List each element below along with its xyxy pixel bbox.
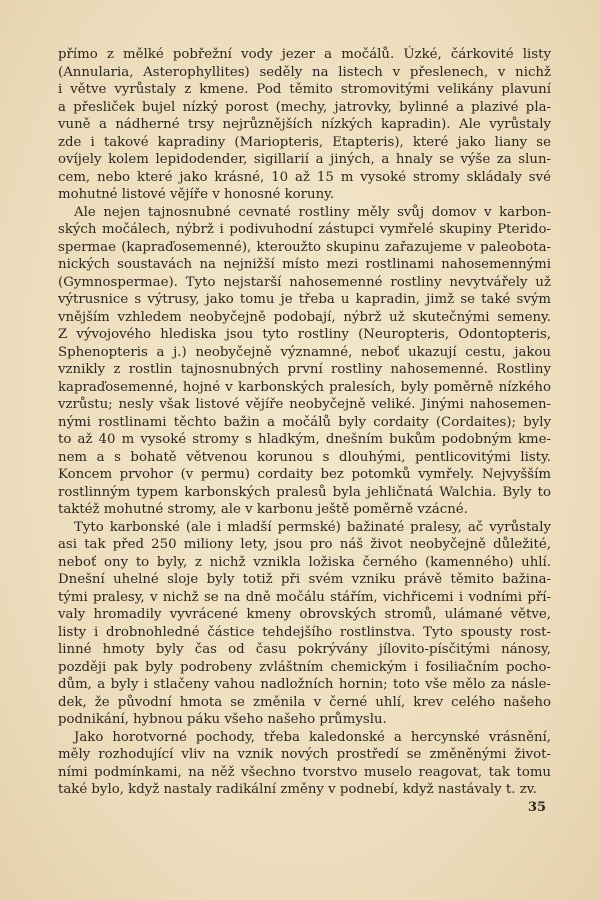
text-line: později pak byly podrobeny zvláštním chemickým i fosiliačním pocho- (58, 659, 551, 675)
text-line: Z vývojového hlediska jsou tyto rostliny (Neuropteris, Odontopteris, (58, 327, 551, 342)
text-line: vzrůstu; nesly však listové vějíře neobyčejně veliké. Jinými nahosemen- (58, 397, 551, 412)
text-line: listy i drobnohledné částice tehdejšího rostlinstva. Tyto spousty rost- (58, 624, 551, 640)
page-number: 35 (528, 800, 547, 815)
text-line: (Annularia, Asterophyllites) seděly na listech v přeslenech, v nichž (58, 64, 551, 80)
text-line: ovíjely kolem lepidodender, sigillarií a jiných, a hnaly se výše za slun- (58, 152, 551, 167)
paragraph (58, 204, 551, 519)
text-line: vznikly z rostlin tajnosnubných první rostliny nahosemenné. Rostliny (58, 362, 551, 377)
text-line: dům, a byly i stlačeny vahou nadložních hornin; toto vše mělo za násle- (58, 677, 551, 692)
text-line: Koncem prvohor (v permu) cordaity bez potomků vymřely. Nejvyšším (58, 467, 551, 482)
paragraph (58, 729, 551, 799)
text-line: mohutné listové vějíře v honosné koruny. (58, 187, 335, 202)
text-line: výtrusnice s výtrusy, jako tomu je třeba u kapradin, jimž se také svým (58, 292, 551, 307)
text-line: rostlinným typem karbonských pralesů byla jehličnatá Walchia. Byly to (58, 484, 551, 500)
text-line: zde i takové kapradiny (Mariopteris, Etapteris), které jako liany se (58, 134, 551, 150)
text-line: spermae (kapraďosemenné), kteroužto skupinu zařazujeme v paleobota- (58, 239, 551, 255)
text-line: nických soustavách na nejnižší místo mezi rostlinami nahosemennými (58, 257, 551, 272)
paragraph (58, 519, 551, 729)
text-line: neboť ony to byly, z nichž vznikla ložiska černého (kamenného) uhlí. (58, 554, 551, 570)
text-line: vnějším vzhledem neobyčejně podobají, nýbrž už skutečnými semeny. (58, 309, 551, 325)
text-line: dek, že původní hmota se změnila v černé uhlí, krev celého našeho (58, 694, 551, 710)
body-text (58, 46, 551, 799)
text-line: také bylo, když nastaly radikální změny v podnebí, když nastávaly t. zv. (58, 782, 537, 797)
text-line: ními podmínkami, na něž všechno tvorstvo muselo reagovat, tak tomu (58, 764, 551, 780)
text-line: linné hmoty byly čas od času pokrývány jílovito-písčitými nánosy, (58, 642, 551, 657)
text-line: Sphenopteris a j.) neobyčejně významné, neboť ukazují cestu, jakou (58, 344, 551, 360)
text-line: a přesliček bujel nízký porost (mechy, jatrovky, bylinné a plazivé pla- (58, 99, 551, 115)
text-line: asi tak před 250 miliony lety, jsou pro náš život neobyčejně důležité, (58, 537, 551, 552)
text-line: přímo z mělké pobřežní vody jezer a močálů. Úzké, čárkovité listy (58, 47, 551, 62)
text-line: taktéž mohutné stromy, ale v karbonu ještě poměrně vzácné. (58, 502, 468, 517)
text-line: valy hromadily vyvrácené kmeny obrovských stromů, ulámané větve, (58, 607, 551, 622)
text-line: nými rostlinami těchto bažin a močálů byly cordaity (Cordaites); byly (58, 414, 551, 430)
text-line: Dnešní uhelné sloje byly totiž při svém vzniku právě těmito bažina- (58, 572, 551, 587)
text-line: Jako horotvorné pochody, třeba kaledonské a hercynské vrásnění, (74, 729, 551, 745)
text-line: Tyto karbonské (ale i mladší permské) bažinaté pralesy, ač vyrůstaly (74, 519, 551, 535)
text-line: Ale nejen tajnosnubné cevnaté rostliny měly svůj domov v karbon- (74, 204, 551, 220)
text-line: nem a s bohatě větvenou korunou s dlouhými, pentlicovitými listy. (58, 449, 551, 465)
text-line: i větve vyrůstaly z kmene. Pod těmito stromovitými velikány plavuní (58, 82, 551, 97)
text-line: (Gymnospermae). Tyto nejstarší nahosemenné rostliny nevytvářely už (58, 274, 551, 290)
text-line: cem, nebo které jako krásné, 10 až 15 m vysoké stromy skládaly své (58, 169, 551, 185)
text-line: vuně a nádherné trsy nejrůznějších nízkých kapradin). Ale vyrůstaly (58, 117, 551, 132)
text-line: měly rozhodující vliv na vznik nových prostředí se změněnými život- (58, 747, 551, 762)
paragraph (58, 46, 551, 204)
text-line: ských močálech, nýbrž i podivuhodní zástupci vymřelé skupiny Pterido- (58, 222, 551, 237)
text-line: podnikání, hybnou páku všeho našeho průmyslu. (58, 712, 387, 727)
text-line: to až 40 m vysoké stromy s hladkým, dnešním bukům podobným kme- (58, 432, 551, 447)
text-line: tými pralesy, v nichž se na dně močálu stářím, vichřicemi i vodními pří- (58, 589, 551, 605)
text-line: kapraďosemenné, hojné v karbonských pralesích, byly poměrně nízkého (58, 379, 551, 395)
